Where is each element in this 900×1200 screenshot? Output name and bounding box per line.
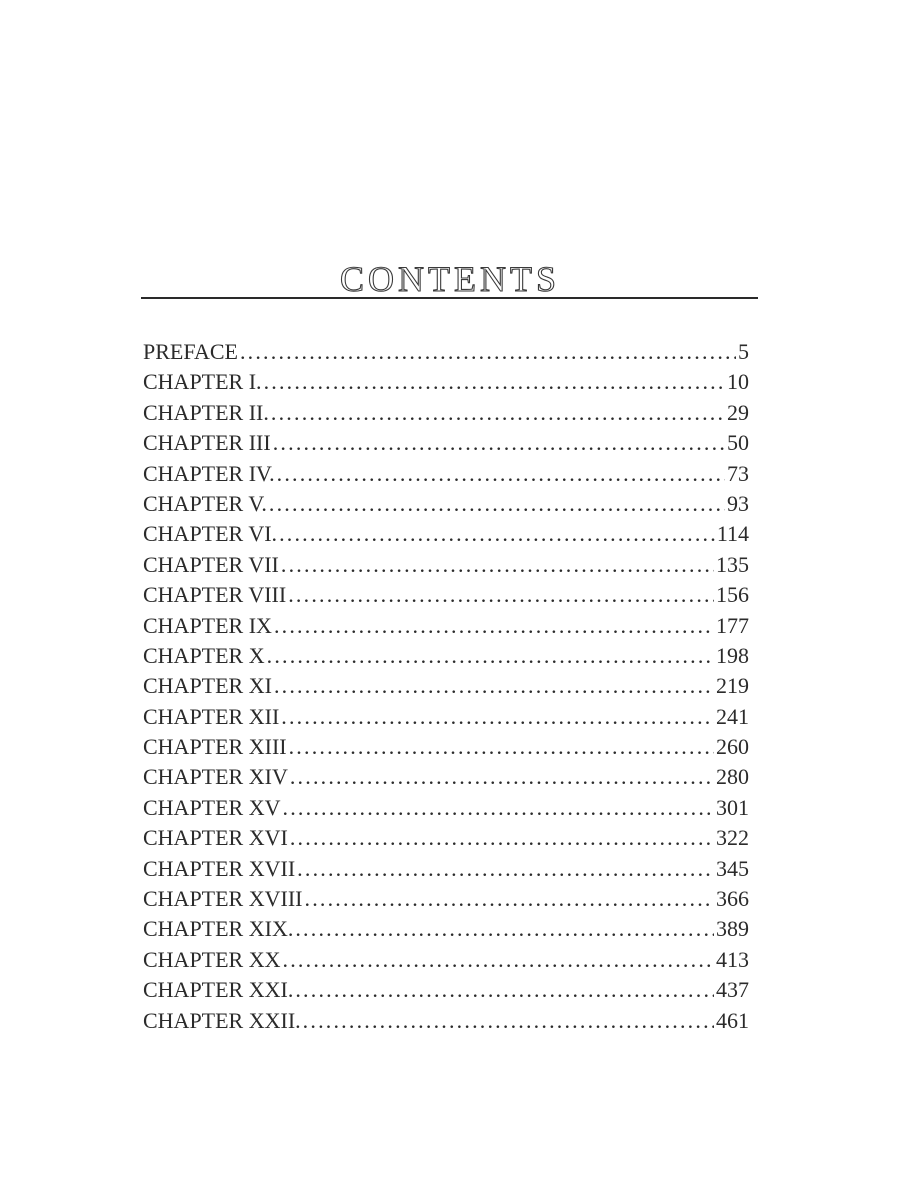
toc-entry-page-number: 389 <box>716 916 749 942</box>
toc-entry-page-number: 345 <box>716 855 749 881</box>
toc-entry-label: CHAPTER VIII <box>143 582 287 608</box>
toc-entry-label: CHAPTER XXI. <box>143 977 294 1003</box>
dot-leader <box>289 732 714 762</box>
toc-entry[interactable] <box>143 367 749 397</box>
toc-entry-page-number: 5 <box>738 339 749 364</box>
toc-entry-label: CHAPTER VI. <box>143 521 278 547</box>
dot-leader <box>274 671 714 701</box>
toc-entry[interactable] <box>143 671 749 701</box>
toc-entry-page-number: 177 <box>716 612 749 638</box>
toc-entry[interactable] <box>143 519 749 549</box>
toc-entry-page-number: 280 <box>716 764 749 790</box>
toc-entry-page-number: 29 <box>727 399 749 425</box>
toc-entry-page-number: 322 <box>716 825 749 851</box>
toc-entry-label: CHAPTER VII <box>143 551 279 577</box>
toc-entry[interactable] <box>143 823 749 853</box>
toc-entry[interactable] <box>143 398 749 428</box>
toc-entry[interactable] <box>143 489 749 519</box>
toc-entry-page-number: 366 <box>716 886 749 912</box>
toc-entry-page-number: 437 <box>716 977 749 1003</box>
toc-entry-label: CHAPTER XV <box>143 794 281 820</box>
toc-entry-label: CHAPTER XXII. <box>143 1007 301 1033</box>
toc-entry-page-number: 50 <box>727 430 749 456</box>
toc-entry-page-number: 135 <box>716 551 749 577</box>
toc-entry[interactable] <box>143 580 749 610</box>
toc-entry-label: CHAPTER XIV <box>143 764 288 790</box>
toc-entry[interactable] <box>143 914 749 944</box>
toc-entry[interactable] <box>143 945 749 975</box>
toc-entry-page-number: 114 <box>716 521 749 547</box>
dot-leader <box>283 945 714 975</box>
toc-entry-label: CHAPTER I. <box>143 369 262 395</box>
toc-entry-label: CHAPTER XX <box>143 946 281 972</box>
toc-entry[interactable] <box>143 975 749 1005</box>
toc-entry[interactable] <box>143 793 749 823</box>
toc-entry-page-number: 10 <box>727 369 749 395</box>
dot-leader <box>264 367 725 397</box>
toc-entry-label: CHAPTER XII <box>143 703 280 729</box>
toc-entry-page-number: 241 <box>716 703 749 729</box>
dot-leader <box>283 793 714 823</box>
toc-entry-label: CHAPTER II. <box>143 399 269 425</box>
toc-entry-page-number: 413 <box>716 946 749 972</box>
dot-leader <box>279 519 715 549</box>
toc-entry-page-number: 156 <box>716 582 749 608</box>
dot-leader <box>290 823 714 853</box>
dot-leader <box>240 337 736 367</box>
table-of-contents <box>143 337 749 1036</box>
dot-leader <box>295 914 714 944</box>
dot-leader <box>277 459 725 489</box>
dot-leader <box>271 398 725 428</box>
toc-entry[interactable] <box>143 611 749 641</box>
toc-entry-page-number: 461 <box>716 1007 749 1033</box>
toc-entry-label: CHAPTER IV. <box>143 460 275 486</box>
toc-entry-label: CHAPTER XVI <box>143 825 288 851</box>
dot-leader <box>281 550 714 580</box>
dot-leader <box>269 489 725 519</box>
dot-leader <box>288 580 714 610</box>
dot-leader <box>281 702 714 732</box>
toc-entry-page-number: 301 <box>716 794 749 820</box>
dot-leader <box>290 762 714 792</box>
toc-entry[interactable] <box>143 732 749 762</box>
toc-entry[interactable] <box>143 641 749 671</box>
dot-leader <box>267 641 714 671</box>
toc-entry[interactable] <box>143 1006 749 1036</box>
page-title: CONTENTS <box>340 259 560 300</box>
toc-entry-label: CHAPTER III <box>143 430 271 456</box>
toc-entry-page-number: 73 <box>727 460 749 486</box>
dot-leader <box>303 1006 714 1036</box>
toc-entry[interactable] <box>143 854 749 884</box>
title-divider <box>141 297 758 299</box>
toc-entry-label: CHAPTER XVIII <box>143 886 303 912</box>
toc-entry[interactable] <box>143 428 749 458</box>
dot-leader <box>274 611 714 641</box>
dot-leader <box>273 428 725 458</box>
toc-entry-label: CHAPTER XI <box>143 673 272 699</box>
toc-entry-label: CHAPTER XVII <box>143 855 296 881</box>
dot-leader <box>295 975 714 1005</box>
toc-entry[interactable] <box>143 884 749 914</box>
dot-leader <box>305 884 715 914</box>
toc-entry-label: CHAPTER XIII <box>143 734 287 760</box>
toc-entry-page-number: 260 <box>716 734 749 760</box>
toc-entry[interactable] <box>143 762 749 792</box>
toc-entry-page-number: 198 <box>716 642 749 668</box>
toc-entry[interactable] <box>143 459 749 489</box>
toc-entry[interactable] <box>143 337 749 367</box>
toc-entry[interactable] <box>143 702 749 732</box>
toc-entry-page-number: 219 <box>716 673 749 699</box>
dot-leader <box>297 854 714 884</box>
toc-entry-label: CHAPTER XIX. <box>143 916 294 942</box>
toc-entry-label: PREFACE <box>143 339 238 364</box>
toc-entry-page-number: 93 <box>727 490 749 516</box>
toc-entry[interactable] <box>143 550 749 580</box>
toc-entry-label: CHAPTER IX <box>143 612 272 638</box>
toc-entry-label: CHAPTER V. <box>143 490 267 516</box>
toc-entry-label: CHAPTER X <box>143 642 265 668</box>
